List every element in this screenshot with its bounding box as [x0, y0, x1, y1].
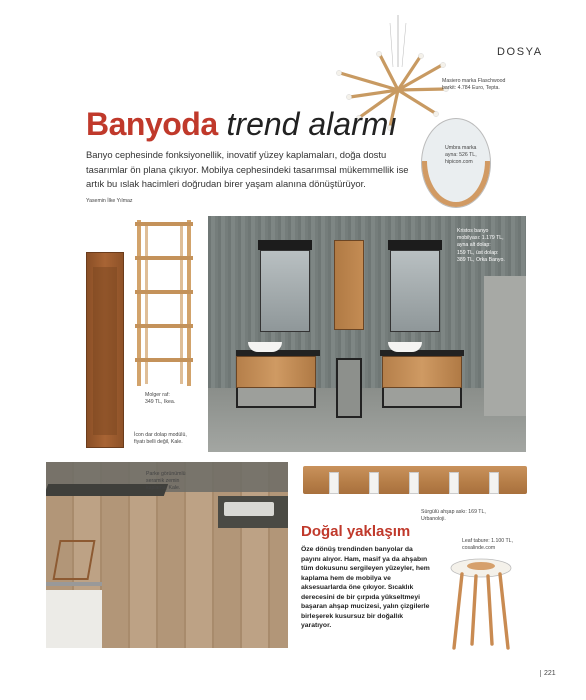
caption-line: 159 TL, üst dolap: — [457, 249, 499, 256]
caption-line: barkit: 4.784 Euro, Tepta. — [442, 85, 500, 92]
caption-line: Sürgülü ahşap askı: 169 TL, — [421, 509, 486, 515]
caption-line: ayna: 526 TL, — [445, 152, 477, 159]
stool-image — [446, 556, 516, 652]
page-number: 221 — [540, 670, 556, 677]
vanity-caption — [457, 228, 523, 264]
hook-rack-image — [303, 466, 527, 494]
hooks-caption — [421, 509, 521, 523]
caption-line: mobilyası: 1.179 TL, — [457, 235, 504, 242]
cabinet-caption — [134, 432, 214, 446]
section-label: DOSYA — [497, 46, 543, 58]
caption-line: 349 TL, Ikea. — [145, 399, 176, 406]
byline: Yasemin İlke Yılmaz — [86, 198, 133, 204]
shelf-image — [133, 218, 195, 388]
caption-line: hipicon.com — [445, 159, 473, 166]
caption-line: Urbanoloji. — [421, 516, 446, 523]
title-italic: trend alarmı — [226, 106, 398, 142]
caption-line: İcon dar dolap modülü, — [134, 432, 187, 438]
cabinet-image — [86, 252, 124, 448]
article-intro: Banyo cephesinde fonksiyonellik, inovatif yüzey kaplamaları, doğa dostu tasarımlar ön plana çıkıyor. Mobilya cephesindeki tasarımsal mükemmellik ise artık bu ıslak hacimleri doğrudan birer yaşam alanına dönüştürüyor. — [86, 149, 409, 189]
caption-line: Umbra marka — [445, 145, 477, 151]
chandelier-caption — [442, 78, 552, 92]
caption-line: seramik zemin — [146, 478, 180, 485]
caption-line: Leaf tabure: 1.100 TL, — [462, 538, 513, 544]
sidebar-title: Doğal yaklaşım — [301, 523, 411, 540]
caption-line: cosalinde.com — [462, 545, 496, 552]
floor-caption — [146, 471, 206, 493]
stool-caption — [462, 538, 532, 552]
title-bold: Banyoda — [86, 106, 218, 142]
caption-line: 389 TL, Orka Banyo. — [457, 256, 505, 263]
caption-line: Molger raf: — [145, 392, 170, 398]
caption-line: Kristos banyo — [457, 228, 489, 234]
article-title — [86, 106, 397, 142]
caption-line: kaplama, Kale. — [146, 485, 181, 492]
mirror-caption — [445, 145, 505, 167]
caption-line: Parke görünümlü — [146, 471, 186, 477]
caption-line: ayna alt dolap: — [457, 242, 491, 249]
caption-line: Masiero marka Flaschwood — [442, 78, 506, 84]
sidebar-body: Öze dönüş trendinden banyolar da payını alıyor. Ham, masif ya da ahşabın tüm dokusunu sergileyen yüzeyler, hem kaplama hem de mobilya ve aksesuarlarda öne çıkıyor. Sıcaklık derecesini de bir çırpıda yükseltmeyi başaran ahşap mucizesi, yalın çizgilerle birleşerek kusursuz bir doğallık yaratıyor. — [301, 546, 430, 629]
shelf-caption — [145, 392, 205, 406]
caption-line: fiyatı belli değil, Kale. — [134, 439, 183, 446]
